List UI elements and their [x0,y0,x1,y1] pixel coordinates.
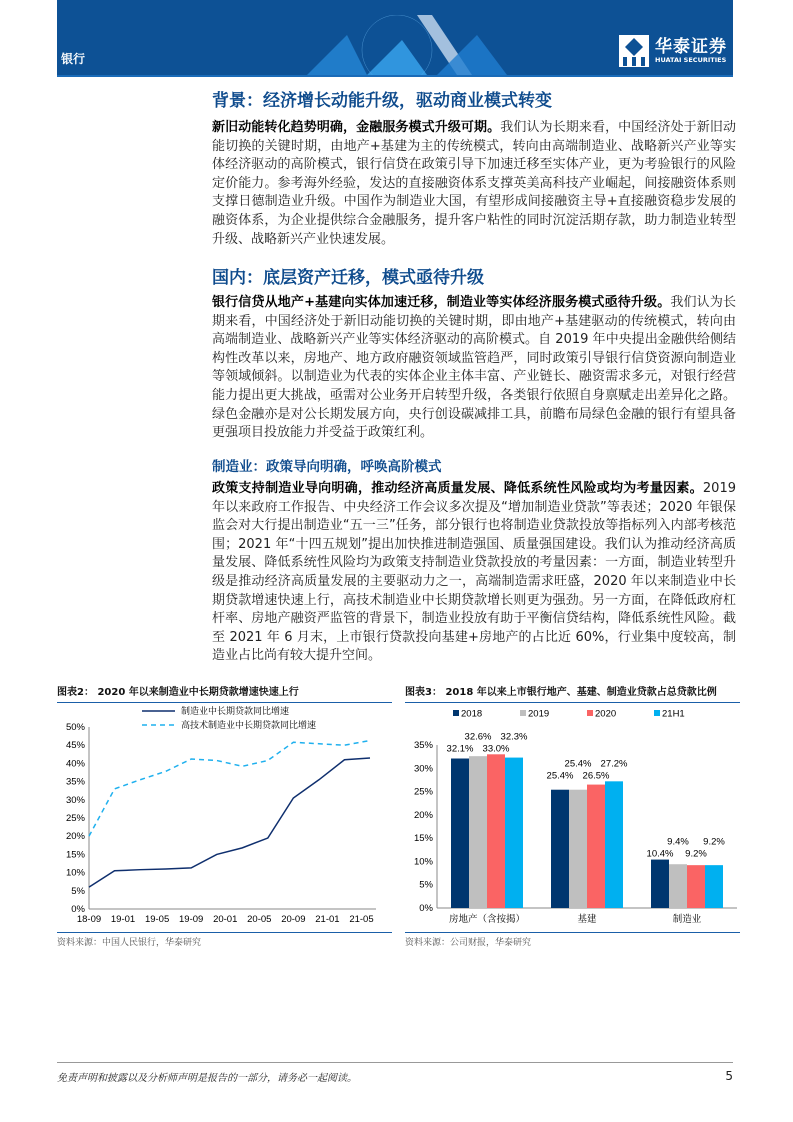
y-tick-label: 10% [65,867,85,879]
data-label: 26.5% [582,770,610,782]
category-label: 制造业 [672,914,702,925]
bar [551,790,569,908]
header-banner [57,0,733,77]
bar [605,781,623,908]
section-title: 制造业：政策导向明确，呼唤高阶模式 [212,459,442,475]
x-tick-label: 21-05 [349,914,374,925]
x-tick-label: 20-09 [281,914,306,925]
y-tick-label: 35% [65,776,85,788]
x-tick-label: 19-01 [110,914,136,925]
y-tick-label: 15% [413,833,433,845]
data-label: 27.2% [600,758,628,770]
legend-swatch [453,710,459,716]
legend-swatch [520,710,526,716]
y-tick-label: 30% [413,763,433,775]
y-tick-label: 45% [65,740,85,752]
logo-en: HUATAI SECURITIES [655,56,727,64]
bar [569,790,587,908]
disclaimer: 免责声明和披露以及分析师声明是报告的一部分，请务必一起阅读。 [57,1073,357,1084]
data-label: 32.6% [464,731,492,743]
lead-sentence: 银行信贷从地产+基建向实体加速迁移，制造业等实体经济服务模式亟待升级。 [212,295,671,310]
bar [451,759,469,908]
logo-cn: 华泰证券 [655,37,727,57]
series-line [89,740,370,836]
x-tick-label: 21-01 [315,914,340,925]
legend-label: 制造业中长期贷款同比增速 [181,706,290,716]
y-tick-label: 0% [419,903,433,914]
body-text: 我们认为长期来看，中国经济处于新旧动能切换的关键时期，即由地产+基建驱动的传统模式，转向由高端制造业、战略新兴产业等实体经济驱动的高阶模式。自 2019 年中央提出金融供给侧结构性改革以来，房地产、地方政府融资领域监管趋严，同时政策引导银行信贷资源向制造业等领域倾斜。以制造业为代表的实体企业主体丰富、产业链长、融资需求多元，对银行经营能力提出更大挑战，亟需对公业务开启转型升级，各类银行依照自身禀赋走出差异化之路。绿色金融亦是对公长期发展方向，央行创设碳减排工具，前瞻布局绿色金融的银行有望具备更强项目投放能力并受益于政策红利。 [212,295,736,441]
data-label: 9.4% [667,836,689,848]
lead-sentence: 政策支持制造业导向明确，推动经济高质量发展、降低系统性风险或均为考量因素。 [212,481,703,496]
data-label: 25.4% [546,770,574,782]
page-number: 5 [725,1069,733,1083]
y-tick-label: 25% [413,786,433,798]
bar [669,864,687,908]
y-tick-label: 25% [65,813,85,824]
section-paragraph [212,294,736,443]
bar [687,865,705,908]
section-title: 背景：经济增长动能升级，驱动商业模式转变 [212,91,552,111]
y-tick-label: 30% [65,794,85,806]
y-tick-label: 5% [419,879,433,891]
y-tick-label: 0% [71,904,85,915]
body-text: 我们认为长期来看，中国经济处于新旧动能切换的关键时期，由地产+基建为主的传统模式，转向由高端制造业、战略新兴产业等实体经济驱动的高阶模式，银行信贷在政策引导下加速迁移至实体产业，更为考验银行的风险定价能力。参考海外经验，发达的直接融资体系支撑英美高科技产业崛起，间接融资体系则支撑日德制造业升级。中国作为制造业大国，有望形成间接融资主导+直接融资稳步发展的融资体系，为企业提供综合金融服务，提升客户粘性的同时沉淀活期存款，助力制造业转型升级、战略新兴产业快速发展。 [212,120,736,247]
y-tick-label: 20% [65,831,85,843]
chart-3 [405,686,740,946]
x-tick-label: 19-09 [179,914,204,925]
bar [469,756,487,908]
bar-chart [405,703,740,933]
body-text: 2019 年以来政府工作报告、中央经济工作会议多次提及“增加制造业贷款”等表述；2020 年银保监会对大行提出制造业“五一三”任务，部分银行也将制造业贷款投放等指标列入内部考核范围；2021 年“十四五规划”提出加快推进制造强国、质量强国建设。我们认为推动经济高质量发展、降低系统性风险均为政策支持制造业贷款投放的考量因素：一方面，制造业转型升级是推动经济高质量发展的主要驱动力之一，高端制造需求旺盛，2020 年以来制造业中长期贷款增速快速上行，高技术制造业中长期贷款增长则更为强劲。另一方面，在降低政府杠杆率、房地产融资严监管的背景下，制造业投放有助于平衡信贷结构，降低系统性风险。截至 2021 年 6 月末，上市银行贷款投向基建+房地产的占比近 60%，行业集中度较高，制造业占比尚有较大提升空间。 [212,481,736,664]
legend-label: 高技术制造业中长期贷款同比增速 [181,720,317,730]
y-tick-label: 35% [413,740,433,751]
x-tick-label: 20-01 [213,914,238,925]
chart-source: 资料来源：中国人民银行，华泰研究 [57,932,392,948]
data-label: 9.2% [685,848,707,860]
section-manufacturing [212,459,736,666]
data-label: 9.2% [703,836,725,848]
data-label: 33.0% [482,743,510,755]
bar [487,754,505,908]
y-tick-label: 15% [65,849,85,861]
page-footer [57,1062,733,1084]
lead-sentence: 新旧动能转化趋势明确，金融服务模式升级可期。 [212,120,501,135]
y-tick-label: 20% [413,809,433,821]
data-label: 32.1% [446,743,474,755]
line-chart [57,703,392,933]
legend-label: 2018 [461,708,483,720]
chart-title: 图表3： 2018 年以来上市银行地产、基建、制造业贷款占总贷款比例 [405,686,740,703]
section-title: 国内：底层资产迁移，模式亟待升级 [212,268,484,288]
x-tick-label: 18-09 [76,914,102,925]
chart-2 [57,686,392,946]
chart-title: 图表2： 2020 年以来制造业中长期贷款增速快速上行 [57,686,392,703]
banner-decoration-icon [307,15,507,75]
x-tick-label: 20-05 [247,914,272,925]
legend-label: 2019 [528,708,550,720]
huatai-logo [619,35,727,67]
data-label: 32.3% [500,731,528,743]
y-tick-label: 5% [71,885,85,897]
series-line [89,758,370,887]
category-label: 房地产（含按揭） [448,914,526,925]
bar [587,785,605,908]
legend-swatch [587,710,593,716]
bar [705,865,723,908]
legend-label: 21H1 [662,708,685,720]
x-tick-label: 19-05 [144,914,170,925]
section-domestic [212,268,736,443]
bar [651,860,669,908]
bar [505,758,523,908]
section-background [212,91,736,249]
section-paragraph [212,119,736,249]
legend-swatch [654,710,660,716]
data-label: 10.4% [646,848,674,860]
logo-mark-icon [619,35,649,67]
sector-label: 银行 [61,52,86,66]
y-tick-label: 50% [65,722,85,733]
data-label: 25.4% [564,758,592,770]
legend-label: 2020 [595,708,617,720]
y-tick-label: 40% [65,758,85,770]
chart-source: 资料来源：公司财报，华泰研究 [405,932,740,948]
category-label: 基建 [577,914,597,925]
section-paragraph [212,480,736,666]
y-tick-label: 10% [413,856,433,868]
